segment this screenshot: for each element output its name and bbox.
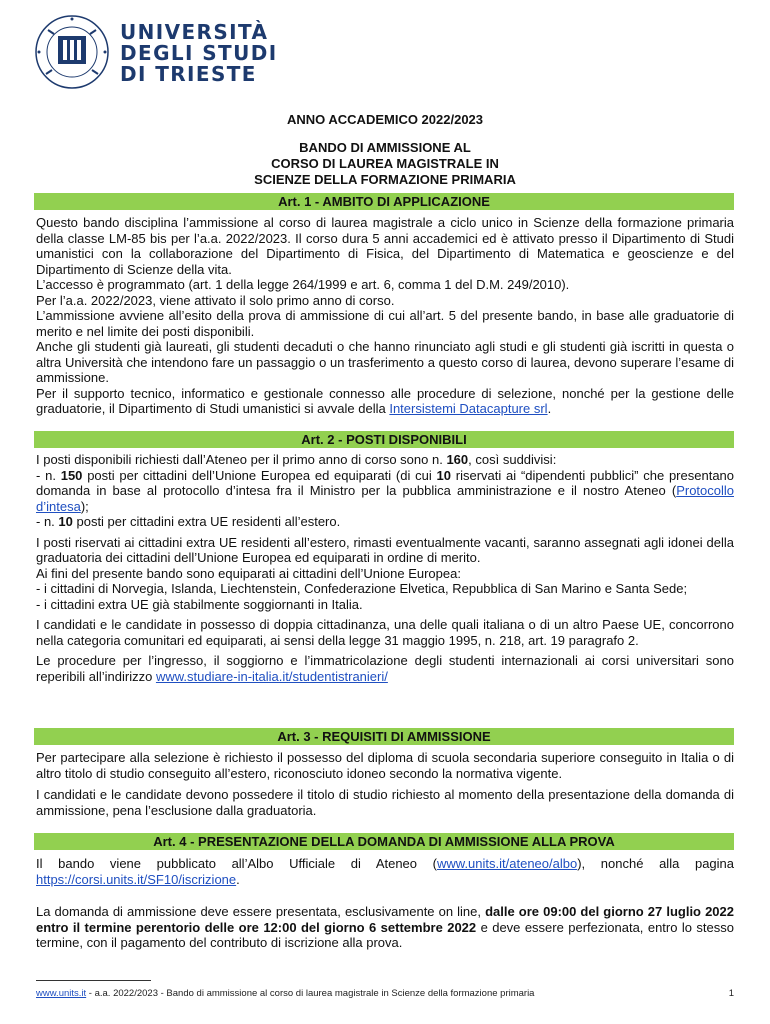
art2-l2: - n. 150 posti per cittadini dell’Unione Europea ed equiparati (di cui 10 riservati ai “dipendenti pubblici” che presentano domanda in base al protocollo d’intesa fra il Ministro per la pubblica amministrazione e il nostro Ateneo (Protocollo d’intesa); [36, 467, 735, 514]
art1-p5: Anche gli studenti già laureati, gli studenti decaduti o che hanno rinunciato agli studi e gli studenti già iscritti in questa o altra Università che intendono fare un passaggio o un trasferimento a questo corso di laurea, devono superare l’esame di ammissione. [36, 339, 734, 385]
art2-l3: - n. 10 posti per cittadini extra UE residenti all’estero. [36, 514, 341, 529]
document-title [0, 140, 770, 188]
university-name-line3: DI TRIESTE [120, 62, 257, 86]
footer-units-link[interactable]: www.units.it [36, 988, 87, 999]
studiare-in-italia-link[interactable]: www.studiare-in-italia.it/studentistranieri/ [155, 668, 388, 684]
footer-divider [36, 980, 151, 981]
university-name-line1: UNIVERSITÀ [120, 20, 269, 44]
title-line3: SCIENZE DELLA FORMAZIONE PRIMARIA [254, 172, 516, 187]
art3-heading: Art. 3 - REQUISITI DI AMMISSIONE [34, 728, 734, 745]
art3-body [36, 750, 734, 818]
page-footer [36, 988, 734, 999]
art2-p2: I posti riservati ai cittadini extra UE residenti all’estero, rimasti eventualmente vacanti, saranno assegnati agli idonei della graduatoria dei cittadini dell’Unione Europea ed equiparati in ordine di merito. [36, 534, 734, 565]
art4-p1: Il bando viene pubblicato all’Albo Ufficiale di Ateneo (www.units.it/ateneo/albo), nonché alla pagina https://corsi.units.it/SF10/iscrizione. [36, 856, 734, 887]
art1-p3: Per l’a.a. 2022/2023, viene attivato il solo primo anno di corso. [36, 292, 395, 308]
art2-p3: Ai fini del presente bando sono equiparati ai cittadini dell’Unione Europea: [36, 565, 461, 581]
art1-heading: Art. 1 - AMBITO DI APPLICAZIONE [34, 193, 734, 210]
page-number: 1 [728, 988, 734, 999]
albo-link[interactable]: www.units.it/ateneo/albo [437, 856, 578, 871]
university-seal-logo [34, 14, 110, 90]
art1-p4: L’ammissione avviene all’esito della prova di ammissione di cui all’art. 5 del presente bando, in base alle graduatorie di merito e nel limite dei posti disponibili. [36, 308, 734, 339]
art2-p4: - i cittadini di Norvegia, Islanda, Liechtenstein, Confederazione Elvetica, Repubblica di San Marino e Santa Sede; [36, 581, 688, 596]
art4-heading: Art. 4 - PRESENTAZIONE DELLA DOMANDA DI AMMISSIONE ALLA PROVA [34, 833, 734, 850]
title-line2: CORSO DI LAUREA MAGISTRALE IN [271, 156, 499, 171]
protocollo-link[interactable]: Protocollo d’intesa [36, 483, 734, 514]
art4-p2: La domanda di ammissione deve essere presentata, esclusivamente on line, dalle ore 09:00 del giorno 27 luglio 2022 entro il termine perentorio delle ore 12:00 del giorno 6 settembre 2022 e deve essere perfezionata, entro lo stesso termine, con il pagamento del contributo di iscrizione alla prova. [36, 904, 734, 950]
academic-year-heading: ANNO ACCADEMICO 2022/2023 [286, 112, 484, 127]
iscrizione-link[interactable]: https://corsi.units.it/SF10/iscrizione [36, 871, 237, 887]
art3-p2: I candidati e le candidate devono possedere il titolo di studio richiesto al momento della presentazione della domanda di ammissione, pena l’esclusione dalla graduatoria. [36, 787, 734, 818]
art1-p1: Questo bando disciplina l’ammissione al corso di laurea magistrale a ciclo unico in Scienze della formazione primaria della classe LM-85 bis per l’a.a. 2022/2023. Il corso dura 5 anni accademici ed è attivato presso il Dipartimento di Studi umanistici con la collaborazione del Dipartimento di Fisica, del Dipartimento di Matematica e geoscienze e del Dipartimento di Scienze della vita. [36, 215, 734, 277]
university-name [120, 22, 278, 85]
art1-p2: L’accesso è programmato (art. 1 della legge 264/1999 e art. 6, comma 1 del D.M. 249/2010). [36, 277, 570, 292]
art2-heading: Art. 2 - POSTI DISPONIBILI [34, 431, 734, 448]
art2-p7: Le procedure per l’ingresso, il soggiorno e l’immatricolazione degli studenti internazionali ai corsi universitari sono reperibili all’indirizzo www.studiare-in-italia.it/studentistranieri/ [36, 653, 734, 684]
university-name-line2: DEGLI STUDI [120, 41, 278, 65]
art2-l1: I posti disponibili richiesti dall’Ateneo per il primo anno di corso sono n. 160, così suddivisi: [36, 452, 557, 467]
intersistemi-link[interactable]: Intersistemi Datacapture srl [389, 401, 548, 416]
art2-body [36, 452, 734, 684]
art2-p5: - i cittadini extra UE già stabilmente soggiornanti in Italia. [36, 596, 363, 612]
art1-p6: Per il supporto tecnico, informatico e gestionale connesso alle procedure di selezione, nonché per la gestione delle graduatorie, il Dipartimento di Studi umanistici si avvale della Intersistemi Datacapture srl. [36, 385, 734, 416]
art1-body [36, 215, 734, 417]
footer-text: - a.a. 2022/2023 - Bando di ammissione al corso di laurea magistrale in Scienze della formazione primaria [86, 988, 535, 999]
art2-p6: I candidati e le candidate in possesso di doppia cittadinanza, una delle quali italiana o di un altro Paese UE, concorrono nella categoria comunitari ed equiparati, ai sensi della legge 31 maggio 1995, n. 218, art. 19 paragrafo 2. [36, 617, 734, 648]
art3-p1: Per partecipare alla selezione è richiesto il possesso del diploma di scuola secondaria superiore conseguito in Italia o di altro titolo di studio conseguito all’estero, riconosciuto idoneo secondo la normativa vigente. [36, 750, 734, 781]
art4-body [36, 856, 734, 951]
title-line1: BANDO DI AMMISSIONE AL [299, 140, 471, 155]
